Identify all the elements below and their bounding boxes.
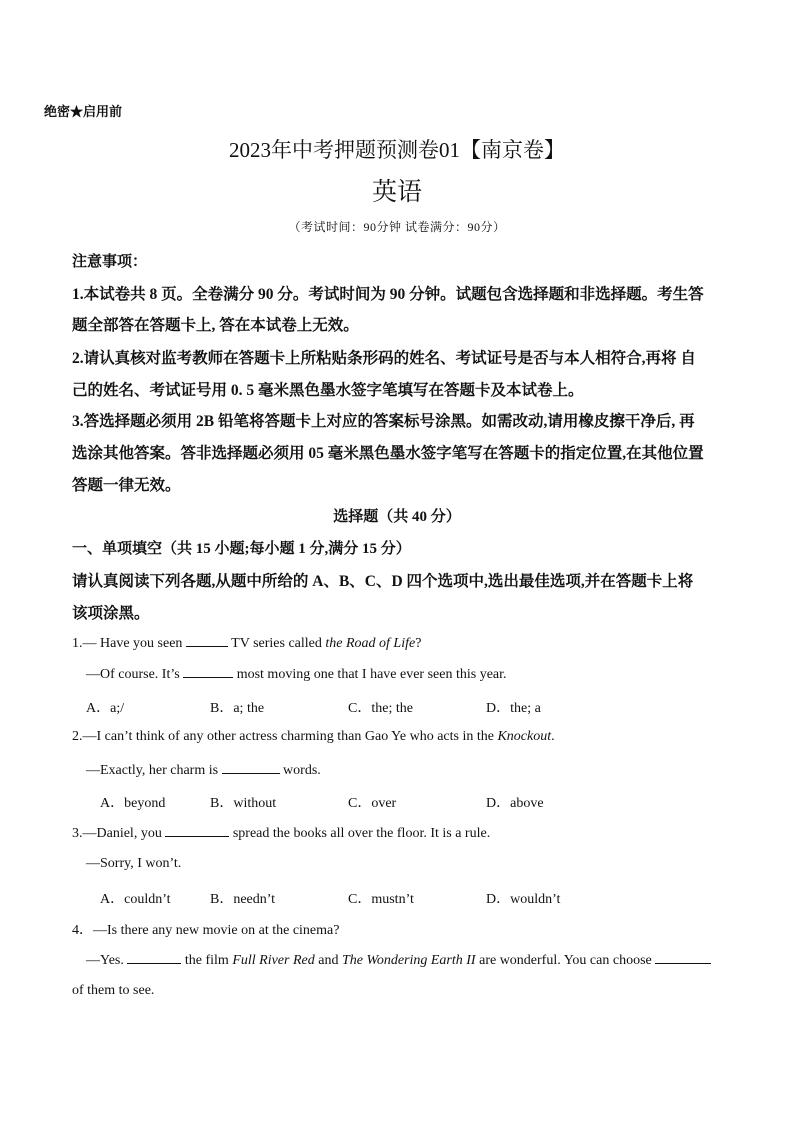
answer-blank[interactable] <box>183 665 233 678</box>
notice-line: 3.答选择题必须用 2B 铅笔将答题卡上对应的答案标号涂黑。如需改动,请用橡皮擦干净后, 再 <box>72 413 695 430</box>
exam-info: （考试时间：90分钟 试卷满分：90分） <box>288 220 506 234</box>
option-b[interactable]: B．without <box>210 796 277 811</box>
answer-blank[interactable] <box>127 951 181 964</box>
notice-line: 己的姓名、考试证号用 0. 5 毫米黑色墨水签字笔填写在答题卡及本试卷上。 <box>72 382 584 399</box>
question-2-reply: —Exactly, her charm is words. <box>86 763 321 778</box>
option-d[interactable]: D．the; a <box>486 701 541 716</box>
question-4-continuation: of them to see. <box>72 983 155 998</box>
answer-blank[interactable] <box>222 761 280 774</box>
instructions-line: 该项涂黑。 <box>72 605 150 622</box>
option-c[interactable]: C．over <box>348 796 397 811</box>
notice-line: 答题一律无效。 <box>72 477 181 494</box>
section-heading: 选择题（共 40 分） <box>333 509 461 525</box>
option-c[interactable]: C．the; the <box>348 701 413 716</box>
notice-line: 1.本试卷共 8 页。全卷满分 90 分。考试时间为 90 分钟。试题包含选择题和非选择题。考生答 <box>72 286 704 303</box>
question-4-stem: 4．—Is there any new movie on at the cinema? <box>72 923 340 938</box>
question-4-reply: —Yes. the film Full River Red and The Wondering Earth II are wonderful. You can choose <box>86 951 711 969</box>
question-3-reply: —Sorry, I won’t. <box>86 856 182 871</box>
answer-blank[interactable] <box>655 951 711 964</box>
option-b[interactable]: B．a; the <box>210 701 265 716</box>
option-a[interactable]: A．beyond <box>100 796 166 811</box>
part-heading: 一、单项填空（共 15 小题;每小题 1 分,满分 15 分） <box>72 541 411 557</box>
question-1-reply: —Of course. It’s most moving one that I have ever seen this year. <box>86 667 507 682</box>
option-c[interactable]: C．mustn’t <box>348 892 414 907</box>
option-d[interactable]: D．above <box>486 796 544 811</box>
option-a[interactable]: A．couldn’t <box>100 892 171 907</box>
answer-blank[interactable] <box>186 634 228 647</box>
notice-line: 选涂其他答案。答非选择题必须用 05 毫米黑色墨水签字笔写在答题卡的指定位置,在其他位置 <box>72 445 704 462</box>
option-b[interactable]: B．needn’t <box>210 892 276 907</box>
question-1-stem: 1.— Have you seen TV series called the Road of Life? <box>72 636 422 651</box>
question-2-stem: 2.—I can’t think of any other actress charming than Gao Ye who acts in the Knockout. <box>72 729 555 744</box>
secret-mark: 绝密★启用前 <box>44 104 123 119</box>
option-d[interactable]: D．wouldn’t <box>486 892 561 907</box>
option-a[interactable]: A．a;/ <box>86 701 125 716</box>
notice-line: 题全部答在答题卡上, 答在本试卷上无效。 <box>72 317 359 334</box>
subject-title: 英语 <box>371 179 422 206</box>
instructions-line: 请认真阅读下列各题,从题中所给的 A、B、C、D 四个选项中,选出最佳选项,并在答题卡上将 <box>72 573 694 590</box>
question-3-stem: 3.—Daniel, you spread the books all over the floor. It is a rule. <box>72 826 491 841</box>
notice-heading: 注意事项： <box>72 254 148 270</box>
answer-blank[interactable] <box>165 824 229 837</box>
page-title: 2023年中考押题预测卷01【南京卷】 <box>229 138 565 162</box>
notice-line: 2.请认真核对监考教师在答题卡上所粘贴条形码的姓名、考试证号是否与本人相符合,再将 自 <box>72 350 696 367</box>
